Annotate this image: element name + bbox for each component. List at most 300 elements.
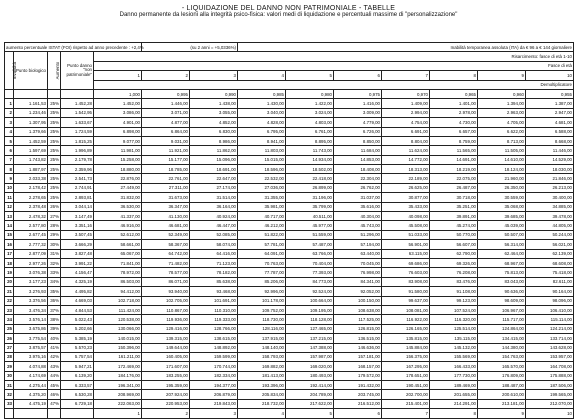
invalidity-percent: 28 [5,352,14,361]
punto-dnp-value: 4.325,19 [61,277,94,286]
amount-cell: 14.853,00 [334,155,382,164]
amount-cell: 44.805,00 [526,221,574,230]
amount-cell: 52.349,00 [142,230,190,239]
aumento-value: 32% [48,258,61,267]
amount-cell: 99.637,00 [382,296,430,305]
amount-cell: 52.612,00 [94,230,142,239]
amount-cell: 41.130,00 [142,212,190,221]
amount-cell: 68.967,00 [478,258,526,267]
footer-band-9: 9 [478,409,526,418]
amount-cell: 187.506,00 [526,381,574,390]
amount-cell: 78.182,00 [190,268,238,277]
amount-cell: 45.274,00 [430,221,478,230]
amount-cell: 130.066,00 [94,324,142,333]
amount-cell: 136.515,00 [334,334,382,343]
table-row [5,249,574,258]
amount-cell: 77.787,00 [238,268,286,277]
coefficient: 0,955 [526,89,574,98]
amount-cell: 46.916,00 [94,221,142,230]
table-row [5,305,574,314]
table-body [5,99,574,409]
aumento-value: 29% [48,230,61,239]
amount-cell: 26.899,00 [286,183,334,192]
table-row [5,381,574,390]
footer-band-6: 6 [334,409,382,418]
table-row [5,362,574,371]
amount-cell: 22.418,00 [286,174,334,183]
istat-note: (su 2 anni = +5,0336%) [142,43,238,52]
invalidity-percent: 8 [5,165,14,174]
amount-cell: 58.367,00 [142,240,190,249]
coefficient: 0,985 [238,89,286,98]
amount-cell: 146.636,00 [334,343,382,352]
table-row [5,155,574,164]
punto-dnp-value: 3.827,48 [61,249,94,258]
amount-cell: 84.773,00 [286,277,334,286]
amount-cell: 4.877,00 [142,118,190,127]
aumento-value: 46% [48,390,61,399]
punto-biologico-value: 4.275,44 [14,381,48,390]
amount-cell: 178.651,00 [382,371,430,380]
amount-cell: 3.086,00 [94,108,142,117]
aumento-value: 39% [48,324,61,333]
amount-cell: 213.181,00 [478,399,526,408]
amount-cell: 111.424,00 [94,305,142,314]
amount-cell: 62.790,00 [430,249,478,258]
punto-biologico-value: 4.074,88 [14,362,48,371]
aumento-value: 38% [48,315,61,324]
amount-cell: 77.393,00 [286,268,334,277]
amount-cell: 166.433,00 [430,362,478,371]
footer-band-5: 5 [286,409,334,418]
amount-cell: 26.350,00 [478,183,526,192]
aumento-value: 25% [48,99,61,108]
amount-cell: 157.181,00 [334,352,382,361]
amount-cell: 143.628,00 [526,343,574,352]
amount-cell: 46.212,00 [238,221,286,230]
amount-cell: 147.388,00 [286,343,334,352]
aumento-value: 43% [48,362,61,371]
amount-cell: 11.803,00 [238,146,286,155]
amount-cell: 35.068,00 [478,202,526,211]
amount-cell: 4.803,00 [286,118,334,127]
amount-cell: 92.524,00 [286,287,334,296]
amount-cell: 6.864,00 [142,127,190,136]
punto-biologico-value: 2.677,45 [14,230,48,239]
amount-cell: 109.752,00 [238,305,286,314]
liquidation-table [4,42,574,419]
coefficient: 0,970 [382,89,430,98]
amount-cell: 35.616,00 [334,202,382,211]
punto-dnp-value: 5.022,43 [61,315,94,324]
invalidity-percent: 33 [5,399,14,408]
invalidity-percent: 10 [5,183,14,192]
amount-cell: 1.409,00 [382,99,430,108]
amount-cell: 120.538,00 [94,315,142,324]
punto-dnp-value: 2.744,91 [61,183,94,192]
punto-biologico-value: 3.276,93 [14,287,48,296]
punto-biologico-value: 3.076,38 [14,268,48,277]
amount-cell: 133.714,00 [526,334,574,343]
header-demoltiplicatore: Demoltiplicatore [94,80,574,89]
amount-cell: 154.763,00 [478,352,526,361]
header-punto-dnp: Punto danno "non patrimoniale" [61,52,94,90]
amount-cell: 26.625,00 [382,183,430,192]
punto-dnp-value: 3.044,14 [61,202,94,211]
amount-cell: 18.880,00 [94,165,142,174]
amount-cell: 3.040,00 [238,108,286,117]
punto-biologico-value: 3.975,16 [14,352,48,361]
amount-cell: 137.215,00 [286,334,334,343]
age-band-2: 2 [142,71,190,80]
amount-cell: 40.304,00 [334,212,382,221]
amount-cell: 94.412,00 [94,287,142,296]
amount-cell: 70.045,00 [334,258,382,267]
table-row [5,202,574,211]
amount-cell: 118.730,00 [238,315,286,324]
table-row [5,136,574,145]
amount-cell: 216.512,00 [334,399,382,408]
punto-biologico-value: 2.033,38 [14,174,48,183]
aumento-value: 28% [48,221,61,230]
footer-band-1: 1 [94,409,142,418]
footer-band-7: 7 [382,409,430,418]
amount-cell: 9.077,00 [94,136,142,145]
footer-band-8: 8 [430,409,478,418]
amount-cell: 35.981,00 [238,202,286,211]
amount-cell: 1.452,00 [94,99,142,108]
amount-cell: 36.164,00 [190,202,238,211]
amount-cell: 26.213,00 [526,183,574,192]
amount-cell: 31.514,00 [190,193,238,202]
amount-cell: 27.036,00 [238,183,286,192]
aumento-value: 44% [48,371,61,380]
amount-cell: 18.596,00 [238,165,286,174]
amount-cell: 4.681,00 [526,118,574,127]
table-row [5,352,574,361]
amount-cell: 165.570,00 [478,362,526,371]
temporary-inability: Inabilità temporanea assoluta (ITA) da € 96 a € 144 giornaliere [238,43,574,52]
age-band-5: 5 [286,71,334,80]
punto-dnp-value: 2.893,81 [61,193,94,202]
aumento-value: 25% [48,136,61,145]
amount-cell: 35.433,00 [382,202,430,211]
table-row [5,99,574,108]
amount-cell: 21.846,00 [526,174,574,183]
amount-cell: 30.400,00 [526,193,574,202]
amount-cell: 1.394,00 [478,99,526,108]
punto-biologico-value: 1.379,66 [14,127,48,136]
punto-biologico-value: 3.875,57 [14,343,48,352]
aumento-value: 30% [48,240,61,249]
table-row [5,165,574,174]
invalidity-percent: 3 [5,118,14,127]
footer-band-10: 10 [526,409,574,418]
amount-cell: 40.098,00 [382,212,430,221]
coefficient: 0,995 [142,89,190,98]
amount-cell: 70.404,00 [286,258,334,267]
amount-cell: 8.850,00 [334,136,382,145]
punto-dnp-value: 4.669,03 [61,296,94,305]
invalidity-percent: 30 [5,371,14,380]
punto-dnp-value: 1.633,67 [61,118,94,127]
amount-cell: 56.021,00 [526,240,574,249]
table-row [5,324,574,333]
table-row [5,268,574,277]
amount-cell: 21.960,00 [478,174,526,183]
punto-dnp-value: 1.452,28 [61,99,94,108]
coefficient: 0,990 [190,89,238,98]
invalidity-percent: 20 [5,277,14,286]
amount-cell: 30.718,00 [430,193,478,202]
punto-biologico-value: 1.743,82 [14,155,48,164]
amount-cell: 188.487,00 [478,381,526,390]
amount-cell: 126.815,00 [334,324,382,333]
table-row [5,230,574,239]
amount-cell: 1.438,00 [190,99,238,108]
amount-cell: 71.841,00 [94,258,142,267]
amount-cell: 30.559,00 [478,193,526,202]
amount-cell: 159.599,00 [190,352,238,361]
table-row [5,390,574,399]
amount-cell: 78.577,00 [142,268,190,277]
amount-cell: 217.622,00 [286,399,334,408]
amount-cell: 36.530,00 [94,202,142,211]
punto-dnp-value: 6.729,18 [61,399,94,408]
invalidity-percent: 29 [5,362,14,371]
table-row [5,240,574,249]
amount-cell: 155.569,00 [430,352,478,361]
amount-cell: 62.464,00 [478,249,526,258]
amount-cell: 215.401,00 [382,399,430,408]
amount-cell: 14.934,00 [286,155,334,164]
amount-cell: 127.465,00 [286,324,334,333]
aumento-value: 27% [48,212,61,221]
punto-biologico-value: 4.174,69 [14,371,48,380]
amount-cell: 196.341,00 [94,381,142,390]
amount-cell: 1.430,00 [238,99,286,108]
amount-cell: 1.416,00 [334,99,382,108]
age-band-4: 4 [238,71,286,80]
amount-cell: 15.096,00 [190,155,238,164]
amount-cell: 18.030,00 [526,165,574,174]
amount-cell: 149.644,00 [142,343,190,352]
amount-cell: 184.176,00 [94,371,142,380]
amount-cell: 11.921,00 [142,146,190,155]
amount-cell: 86.503,00 [94,277,142,286]
amount-cell: 2.978,00 [430,108,478,117]
table-row [5,221,574,230]
amount-cell: 82.611,00 [526,277,574,286]
amount-cell: 18.785,00 [142,165,190,174]
punto-dnp-value: 1.815,25 [61,136,94,145]
table-row [5,174,574,183]
invalidity-percent: 9 [5,174,14,183]
amount-cell: 3.055,00 [190,108,238,117]
amount-cell: 158.793,00 [238,352,286,361]
aumento-value: 41% [48,343,61,352]
amount-cell: 71.123,00 [190,258,238,267]
footer-band-4: 4 [238,409,286,418]
table-row [5,371,574,380]
amount-cell: 36.347,00 [142,202,190,211]
amount-cell: 1.446,00 [142,99,190,108]
amount-cell: 69.686,00 [382,258,430,267]
amount-cell: 101.178,00 [238,296,286,305]
amount-cell: 83.476,00 [430,277,478,286]
amount-cell: 6.588,00 [526,127,574,136]
amount-cell: 68.608,00 [526,258,574,267]
amount-cell: 193.396,00 [238,381,286,390]
amount-cell: 27.174,00 [190,183,238,192]
amount-cell: 8.668,00 [526,136,574,145]
amount-cell: 101.691,00 [190,296,238,305]
aumento-value: 25% [48,118,61,127]
amount-cell: 144.380,00 [478,343,526,352]
punto-biologico-value: 1.597,69 [14,146,48,155]
amount-cell: 8.713,00 [478,136,526,145]
amount-cell: 57.487,00 [286,240,334,249]
invalidity-percent: 13 [5,212,14,221]
amount-cell: 62.139,00 [526,249,574,258]
aumento-value: 35% [48,287,61,296]
amount-cell: 50.507,00 [478,230,526,239]
amount-cell: 64.416,00 [190,249,238,258]
amount-cell: 109.195,00 [286,305,334,314]
amount-cell: 177.730,00 [430,371,478,380]
header-risarcimento: Risarcimento: fasce di età 1-10 [94,52,574,61]
amount-cell: 1.401,00 [430,99,478,108]
amount-cell: 4.730,00 [430,118,478,127]
invalidity-percent: 15 [5,230,14,239]
amount-cell: 75.813,00 [478,268,526,277]
amount-cell: 35.251,00 [430,202,478,211]
amount-cell: 57.781,00 [238,240,286,249]
invalidity-percent: 18 [5,258,14,267]
coefficient: 1,000 [94,89,142,98]
amount-cell: 92.052,00 [334,287,382,296]
amount-cell: 135.815,00 [382,334,430,343]
amount-cell: 172.469,00 [94,362,142,371]
amount-cell: 86.071,00 [142,277,190,286]
amount-cell: 116.320,00 [430,315,478,324]
amount-cell: 4.705,00 [478,118,526,127]
amount-cell: 218.732,00 [238,399,286,408]
amount-cell: 6.622,00 [478,127,526,136]
amount-cell: 199.565,00 [526,390,574,399]
punto-dnp-value: 1.542,95 [61,108,94,117]
amount-cell: 134.415,00 [478,334,526,343]
aumento-value: 25% [48,174,61,183]
amount-cell: 11.446,00 [526,146,574,155]
age-band-3: 3 [190,71,238,80]
amount-cell: 31.037,00 [334,193,382,202]
amount-cell: 58.661,00 [94,240,142,249]
amount-cell: 124.864,00 [478,324,526,333]
amount-cell: 46.681,00 [142,221,190,230]
amount-cell: 100.150,00 [334,296,382,305]
amount-cell: 128.766,00 [190,324,238,333]
amount-cell: 117.525,00 [334,315,382,324]
amount-cell: 168.157,00 [334,362,382,371]
amount-cell: 4.779,00 [334,118,382,127]
amount-cell: 83.043,00 [478,277,526,286]
amount-cell: 118.128,00 [286,315,334,324]
amount-cell: 15.258,00 [94,155,142,164]
amount-cell: 169.020,00 [286,362,334,371]
invalidity-percent: 32 [5,390,14,399]
amount-cell: 200.610,00 [478,390,526,399]
amount-cell: 6.691,00 [382,127,430,136]
amount-cell: 119.333,00 [190,315,238,324]
amount-cell: 64.742,00 [142,249,190,258]
amount-cell: 203.745,00 [334,390,382,399]
amount-cell: 125.514,00 [430,324,478,333]
table-row [5,277,574,286]
punto-dnp-value: 6.139,20 [61,371,94,380]
aumento-value: 40% [48,334,61,343]
aumento-value: 42% [48,352,61,361]
amount-cell: 11.505,00 [478,146,526,155]
amount-cell: 15.177,00 [142,155,190,164]
info-bar [5,43,574,52]
amount-cell: 212.070,00 [526,399,574,408]
punto-biologico-value: 4.475,19 [14,399,48,408]
amount-cell: 161.211,00 [94,352,142,361]
amount-cell: 102.718,00 [94,296,142,305]
amount-cell: 4.754,00 [382,118,430,127]
amount-cell: 183.255,00 [142,371,190,380]
punto-biologico-value: 1.887,97 [14,165,48,174]
amount-cell: 39.478,00 [526,212,574,221]
amount-cell: 34.885,00 [526,202,574,211]
amount-cell: 93.940,00 [142,287,190,296]
amount-cell: 189.469,00 [430,381,478,390]
amount-cell: 84.341,00 [334,277,382,286]
amount-cell: 22.304,00 [334,174,382,183]
aumento-value: 34% [48,277,61,286]
amount-cell: 18.313,00 [382,165,430,174]
amount-cell: 27.449,00 [94,183,142,192]
amount-cell: 201.655,00 [430,390,478,399]
invalidity-percent: 14 [5,221,14,230]
amount-cell: 91.108,00 [430,287,478,296]
aumento-value: 25% [48,127,61,136]
amount-cell: 191.432,00 [334,381,382,390]
punto-dnp-value: 3.991,22 [61,258,94,267]
punto-biologico-value: 1.161,53 [14,99,48,108]
table-row [5,108,574,117]
amount-cell: 40.717,00 [238,212,286,221]
footer-row [5,409,574,418]
amount-cell: 9.031,00 [142,136,190,145]
amount-cell: 27.311,00 [142,183,190,192]
amount-cell: 39.891,00 [430,212,478,221]
amount-cell: 148.140,00 [238,343,286,352]
amount-cell: 50.244,00 [526,230,574,239]
amount-cell: 1.422,00 [286,99,334,108]
punto-biologico-value: 1.234,46 [14,108,48,117]
amount-cell: 4.828,00 [238,118,286,127]
amount-cell: 119.936,00 [142,315,190,324]
amount-cell: 45.977,00 [286,221,334,230]
amount-cell: 164.708,00 [526,362,574,371]
amount-cell: 63.115,00 [382,249,430,258]
amount-cell: 107.524,00 [430,305,478,314]
aumento-value: 47% [48,399,61,408]
amount-cell: 51.296,00 [334,230,382,239]
punto-dnp-value: 3.507,45 [61,230,94,239]
